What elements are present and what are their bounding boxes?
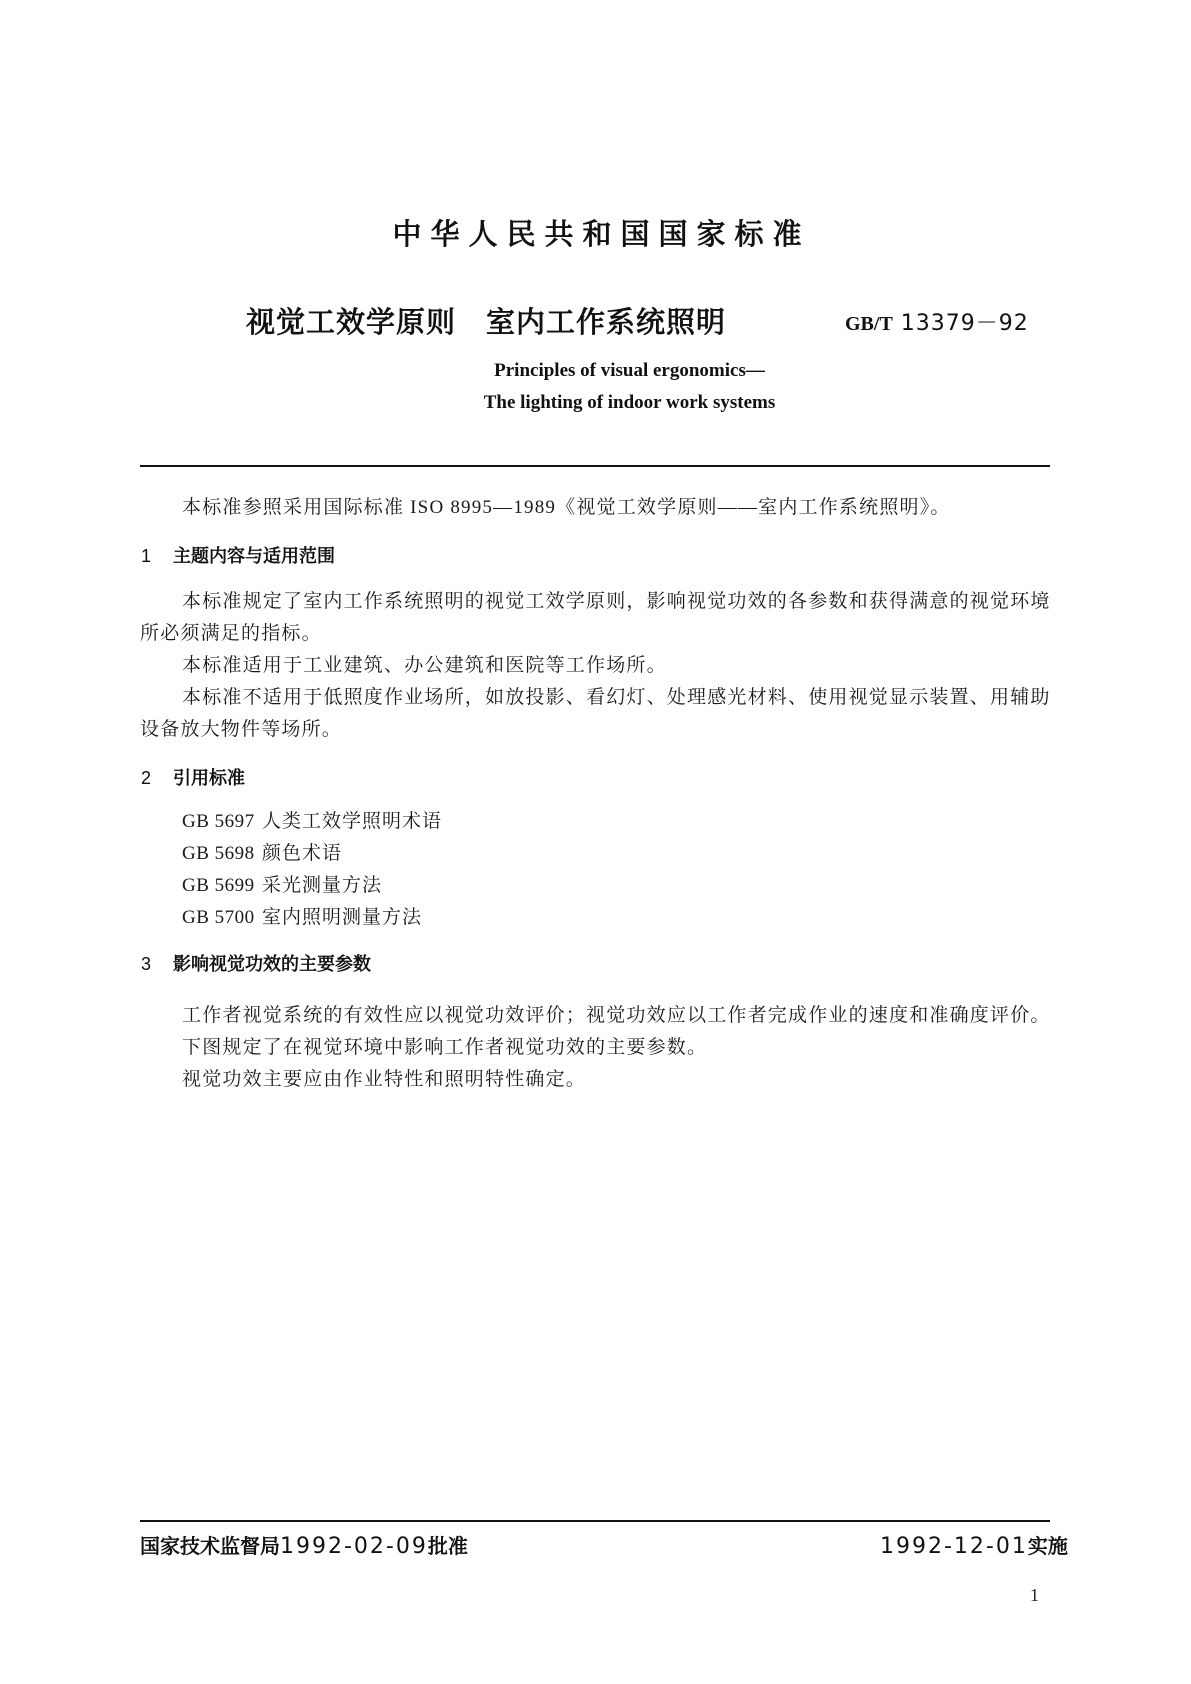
section-2-title: 引用标准 (173, 768, 245, 789)
section-3-heading (141, 950, 371, 976)
document-title-chinese: 视觉工效学原则 室内工作系统照明 (246, 305, 727, 339)
reference-code: GB 5699 (182, 875, 255, 896)
intro-paragraph: 本标准参照采用国际标准 ISO 8995—1989《视觉工效学原则——室内工作系统照明》。 (182, 497, 951, 518)
section-2-number: 2 (141, 768, 152, 788)
header-divider (140, 465, 1050, 467)
standard-code-prefix: GB/T (845, 313, 893, 335)
section-1-heading (141, 542, 335, 568)
section-1-number: 1 (141, 546, 152, 566)
effective-statement (880, 1530, 1068, 1559)
reference-name: 人类工效学照明术语 (262, 811, 443, 832)
approval-statement (140, 1530, 468, 1559)
effective-date: 1992-12-01 (880, 1534, 1028, 1559)
document-title-english-line2: The lighting of indoor work systems (483, 392, 776, 413)
approval-suffix: 批准 (427, 1534, 468, 1558)
section-1-paragraph-2: 本标准适用于工业建筑、办公建筑和医院等工作场所。 (182, 655, 667, 676)
reference-item (182, 806, 442, 838)
page-number: 1 (1030, 1585, 1039, 1605)
reference-item (182, 870, 442, 902)
approval-date: 1992-02-09 (280, 1534, 428, 1559)
section-3-paragraph-1: 工作者视觉系统的有效性应以视觉功效评价；视觉功效应以工作者完成作业的速度和准确度评价。 (182, 1005, 1051, 1026)
section-3-paragraph-3: 视觉功效主要应由作业特性和照明特性确定。 (182, 1069, 587, 1090)
standard-code (845, 306, 1029, 337)
national-standard-header: 中华人民共和国国家标准 (392, 217, 811, 251)
document-title-english-line1: Principles of visual ergonomics— (494, 360, 765, 381)
reference-item (182, 838, 442, 870)
reference-item (182, 902, 442, 934)
section-3-number: 3 (141, 954, 152, 974)
effective-suffix: 实施 (1027, 1534, 1068, 1558)
standard-code-number: 13379－92 (900, 311, 1029, 336)
reference-name: 室内照明测量方法 (262, 907, 423, 928)
section-1-paragraph-3: 本标准不适用于低照度作业场所，如放投影、看幻灯、处理感光材料、使用视觉显示装置、用辅助设备放大物件等场所。 (140, 687, 1051, 740)
section-1-paragraph-1: 本标准规定了室内工作系统照明的视觉工效学原则，影响视觉功效的各参数和获得满意的视觉环境所必须满足的指标。 (140, 591, 1051, 644)
section-1-title: 主题内容与适用范围 (173, 546, 335, 567)
approval-org: 国家技术监督局 (140, 1534, 280, 1558)
reference-code: GB 5698 (182, 843, 255, 864)
reference-name: 采光测量方法 (262, 875, 383, 896)
reference-list (182, 806, 442, 934)
reference-name: 颜色术语 (262, 843, 343, 864)
reference-code: GB 5697 (182, 811, 255, 832)
section-2-heading (141, 764, 245, 790)
section-3-title: 影响视觉功效的主要参数 (173, 954, 371, 975)
reference-code: GB 5700 (182, 907, 255, 928)
section-3-paragraph-2: 下图规定了在视觉环境中影响工作者视觉功效的主要参数。 (182, 1037, 708, 1058)
footer-divider (140, 1520, 1050, 1522)
